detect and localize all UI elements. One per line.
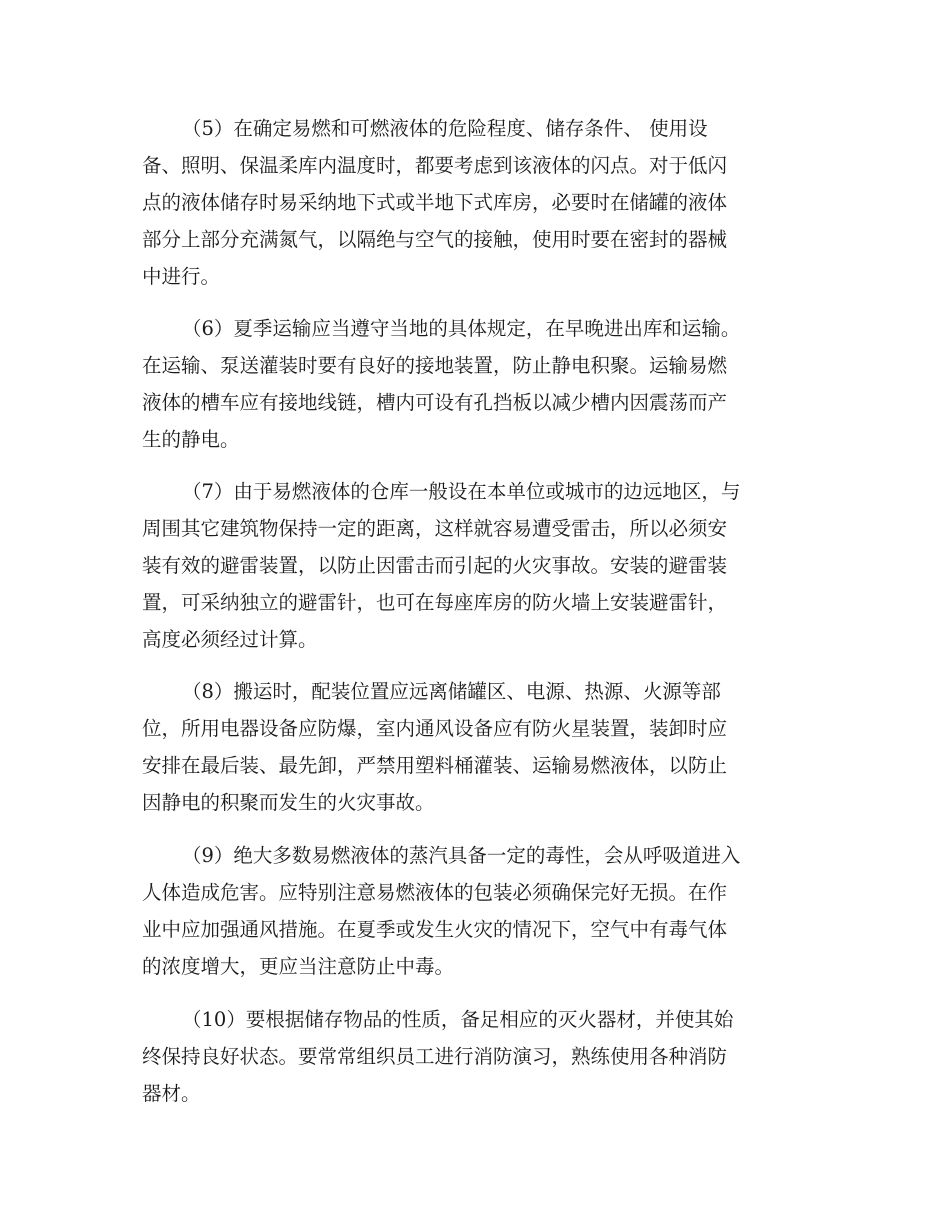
text-line: 终保持良好状态。要常常组织员工进行消防演习，熟练使用各种消防 bbox=[142, 1045, 728, 1068]
paragraph-10 bbox=[142, 1001, 810, 1112]
text-line: 置，可采纳独立的避雷针，也可在每座库房的防火墙上安装避雷针， bbox=[142, 591, 728, 614]
text-line: 装有效的避雷装置，以防止因雷击而引起的火灾事故。安装的避雷装 bbox=[142, 554, 728, 577]
text-line: 的浓度增大，更应当注意防止中毒。 bbox=[142, 955, 455, 978]
paragraph-8 bbox=[142, 673, 810, 821]
paragraph-5 bbox=[142, 110, 810, 295]
paragraph-9 bbox=[142, 837, 810, 985]
text-line: 器材。 bbox=[142, 1082, 201, 1105]
text-line: （6）夏季运输应当遵守当地的具体规定，在早晚进出库和运输。 bbox=[182, 317, 741, 340]
text-line: 中进行。 bbox=[142, 265, 221, 288]
text-line: 点的液体储存时易采纳地下式或半地下式库房，必要时在储罐的液体 bbox=[142, 191, 728, 214]
text-line: 高度必须经过计算。 bbox=[142, 628, 318, 651]
text-line: 人体造成危害。应特别注意易燃液体的包装必须确保完好无损。在作 bbox=[142, 881, 728, 904]
paragraph-6 bbox=[142, 310, 810, 458]
text-line: （7）由于易燃液体的仓库一般设在本单位或城市的边远地区，与 bbox=[182, 480, 741, 503]
text-line: （10）要根据储存物品的性质，备足相应的灭火器材，并使其始 bbox=[182, 1008, 734, 1031]
text-line: 在运输、泵送灌装时要有良好的接地装置，防止静电积聚。运输易燃 bbox=[142, 354, 728, 377]
text-line: 位，所用电器设备应防爆，室内通风设备应有防火星装置，装卸时应 bbox=[142, 717, 728, 740]
text-line: （5）在确定易燃和可燃液体的危险程度、储存条件、 使用设 bbox=[182, 117, 708, 140]
text-line: 生的静电。 bbox=[142, 428, 240, 451]
text-line: （9）绝大多数易燃液体的蒸汽具备一定的毒性，会从呼吸道进入 bbox=[182, 844, 741, 867]
text-line: 周围其它建筑物保持一定的距离，这样就容易遭受雷击，所以必须安 bbox=[142, 517, 728, 540]
text-line: （8）搬运时，配装位置应远离储罐区、电源、热源、火源等部 bbox=[182, 680, 721, 703]
text-line: 业中应加强通风措施。在夏季或发生火灾的情况下，空气中有毒气体 bbox=[142, 918, 728, 941]
text-line: 液体的槽车应有接地线链，槽内可设有孔挡板以减少槽内因震荡而产 bbox=[142, 391, 728, 414]
paragraph-7 bbox=[142, 473, 810, 658]
text-line: 因静电的积聚而发生的火灾事故。 bbox=[142, 791, 435, 814]
text-line: 安排在最后装、最先卸，严禁用塑料桶灌装、运输易燃液体，以防止 bbox=[142, 754, 728, 777]
text-line: 备、照明、保温柔库内温度时，都要考虑到该液体的闪点。对于低闪 bbox=[142, 154, 728, 177]
text-line: 部分上部分充满氮气，以隔绝与空气的接触，使用时要在密封的器械 bbox=[142, 228, 728, 251]
